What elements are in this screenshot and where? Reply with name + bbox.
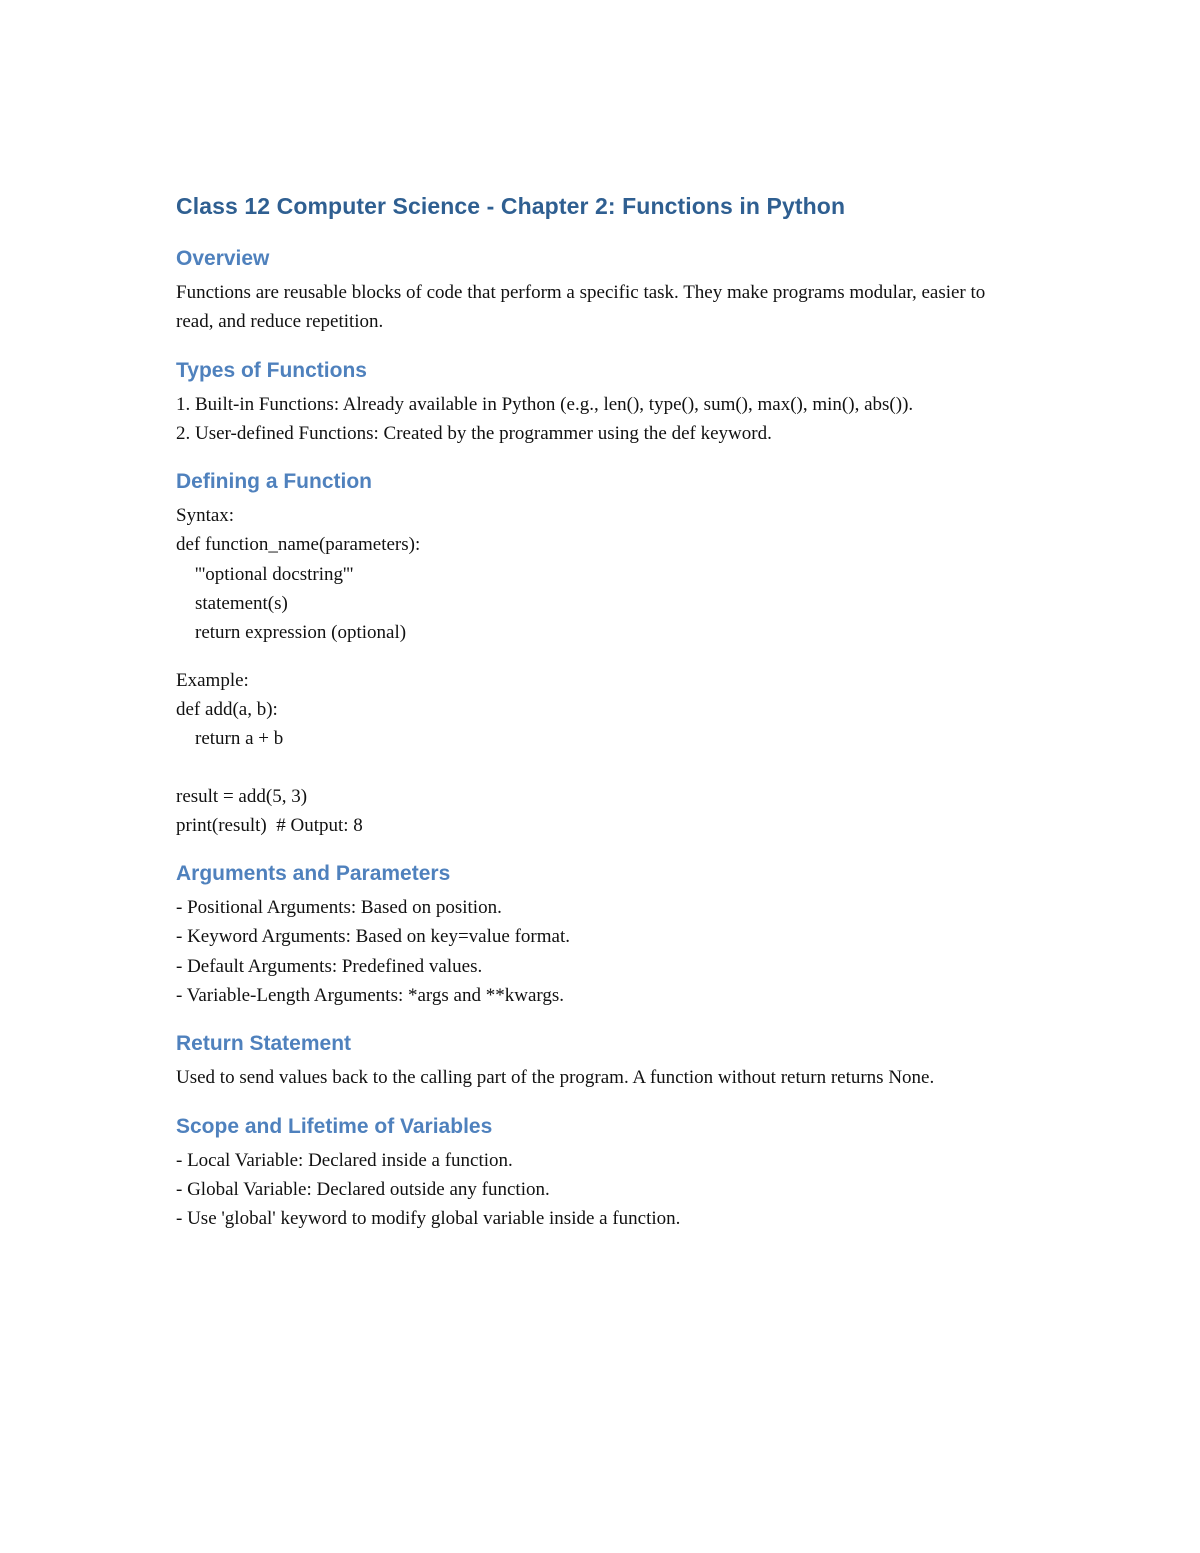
syntax-code-line: return expression (optional) xyxy=(195,622,407,644)
scope-list xyxy=(176,1146,1026,1234)
syntax-code-line: def function_name(parameters): xyxy=(176,534,421,556)
list-item: - Positional Arguments: Based on position. xyxy=(176,897,502,919)
list-item: - Variable-Length Arguments: *args and **kwargs. xyxy=(176,985,565,1007)
example-code-line: def add(a, b): xyxy=(176,698,278,720)
section-return-statement xyxy=(176,1029,1026,1092)
arguments-list xyxy=(176,893,1026,1010)
section-heading-overview: Overview xyxy=(176,247,270,270)
types-item-user-defined: 2. User-defined Functions: Created by the programmer using the def keyword. xyxy=(176,422,772,444)
list-item: - Keyword Arguments: Based on key=value format. xyxy=(176,926,570,948)
section-scope-lifetime xyxy=(176,1112,1026,1234)
section-heading-arguments: Arguments and Parameters xyxy=(176,862,451,886)
spacer xyxy=(176,754,1026,782)
list-item: - Default Arguments: Predefined values. xyxy=(176,955,483,977)
section-heading-return: Return Statement xyxy=(176,1032,352,1056)
section-types-of-functions xyxy=(176,356,1026,449)
document-content xyxy=(176,190,1026,1234)
example-code-line: result = add(5, 3) xyxy=(176,785,308,807)
return-paragraph: Used to send values back to the calling part of the program. A function without return returns None. xyxy=(176,1067,935,1089)
syntax-code-line: statement(s) xyxy=(195,593,288,615)
types-item-built-in: 1. Built-in Functions: Already available in Python (e.g., len(), type(), sum(), max(), min(), abs()). xyxy=(176,393,914,415)
section-heading-scope: Scope and Lifetime of Variables xyxy=(176,1114,493,1138)
page-title: Class 12 Computer Science - Chapter 2: Functions in Python xyxy=(176,193,846,219)
example-code-line: return a + b xyxy=(195,728,284,750)
list-item: - Global Variable: Declared outside any function. xyxy=(176,1178,550,1200)
list-item: - Use 'global' keyword to modify global variable inside a function. xyxy=(176,1208,681,1230)
example-label: Example: xyxy=(176,669,249,691)
section-arguments-parameters xyxy=(176,859,1026,1010)
section-heading-types: Types of Functions xyxy=(176,358,367,382)
example-block xyxy=(176,666,1026,840)
syntax-label: Syntax: xyxy=(176,505,235,527)
section-overview xyxy=(176,244,1026,337)
syntax-block xyxy=(176,501,1026,647)
list-item: - Local Variable: Declared inside a function. xyxy=(176,1149,513,1171)
overview-paragraph: Functions are reusable blocks of code that perform a specific task. They make programs modular, easier to read, and reduce repetition. xyxy=(176,282,986,333)
section-heading-defining: Defining a Function xyxy=(176,470,372,494)
syntax-code-line: '''optional docstring''' xyxy=(195,563,354,585)
section-defining-function xyxy=(176,467,1026,840)
example-code-line: print(result) # Output: 8 xyxy=(176,814,363,836)
spacer xyxy=(176,648,1026,666)
